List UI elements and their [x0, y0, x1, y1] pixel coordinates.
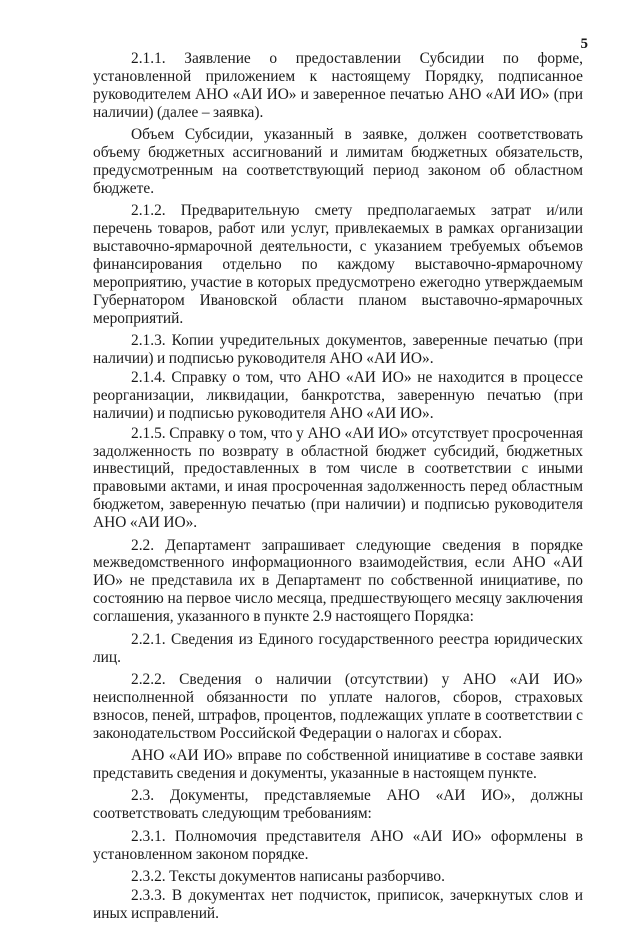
paragraph-2-2: 2.2. Департамент запрашивает следующие сведения в порядке межведомственного информационного взаимодействия, если АНО «АИ ИО» не представила их в Департамент по собственной инициативе, по состоянию на первое число месяца, предшествующего месяцу заключения соглашения, указанного в пункте 2.9 настоящего Порядка: — [93, 536, 583, 626]
paragraph-own-initiative: АНО «АИ ИО» вправе по собственной инициативе в составе заявки представить сведения и документы, указанные в настоящем пункте. — [93, 747, 583, 782]
paragraph-2-3-3: 2.3.3. В документах нет подчисток, приписок, зачеркнутых слов и иных исправлений. — [93, 887, 583, 923]
paragraph-2-3: 2.3. Документы, представляемые АНО «АИ ИО», должны соответствовать следующим требованиям: — [93, 787, 583, 823]
page-number: 5 — [580, 36, 588, 52]
paragraph-2-2-2: 2.2.2. Сведения о наличии (отсутствии) у АНО «АИ ИО» неисполненной обязанности по уплате налогов, сборов, страховых взносов, пеней, штрафов, процентов, подлежащих уплате в соответствии с законодательством Российской Федерации о налогах и сборах. — [93, 670, 583, 742]
paragraph-2-2-1: 2.2.1. Сведения из Единого государственного реестра юридических лиц. — [93, 630, 583, 666]
paragraph-2-1-3: 2.1.3. Копии учредительных документов, заверенные печатью (при наличии) и подписью руководителя АНО «АИ ИО». — [93, 332, 583, 367]
paragraph-2-1-4: 2.1.4. Справку о том, что АНО «АИ ИО» не находится в процессе реорганизации, ликвидации, банкротства, заверенную печатью (при наличии) и подписью руководителя АНО «АИ ИО». — [93, 369, 583, 423]
paragraph-subsidy-volume: Объем Субсидии, указанный в заявке, должен соответствовать объему бюджетных ассигнований и лимитам бюджетных обязательств, предусмотренным на соответствующий период законом об областном бюджете. — [93, 126, 583, 197]
document-body — [93, 50, 583, 928]
paragraph-2-1-2: 2.1.2. Предварительную смету предполагаемых затрат и/или перечень товаров, работ или услуг, привлекаемых в рамках организации выставочно-ярмарочной деятельности, с указанием требуемых объемов финансирования отдельно по каждому выставочно-ярмарочному мероприятию, участие в которых предусмотрено ежегодно утверждаемым Губернатором Ивановской области планом выставочно-ярмарочных мероприятий. — [93, 202, 583, 327]
paragraph-2-3-2: 2.3.2. Тексты документов написаны разборчиво. — [131, 867, 445, 885]
paragraph-2-3-1: 2.3.1. Полномочия представителя АНО «АИ ИО» оформлены в установленном законом порядке. — [93, 827, 583, 863]
paragraph-2-1-1: 2.1.1. Заявление о предоставлении Субсидии по форме, установленной приложением к настоящему Порядку, подписанное руководителем АНО «АИ ИО» и заверенное печатью АНО «АИ ИО» (при наличии) (далее – заявка). — [93, 50, 583, 121]
paragraph-2-1-5: 2.1.5. Справку о том, что у АНО «АИ ИО» отсутствует просроченная задолженность по возврату в областной бюджет субсидий, бюджетных инвестиций, предоставленных в том числе в соответствии с иными правовыми актами, и иная просроченная задолженность перед областным бюджетом, заверенную печатью (при наличии) и подписью руководителя АНО «АИ ИО». — [93, 424, 583, 532]
